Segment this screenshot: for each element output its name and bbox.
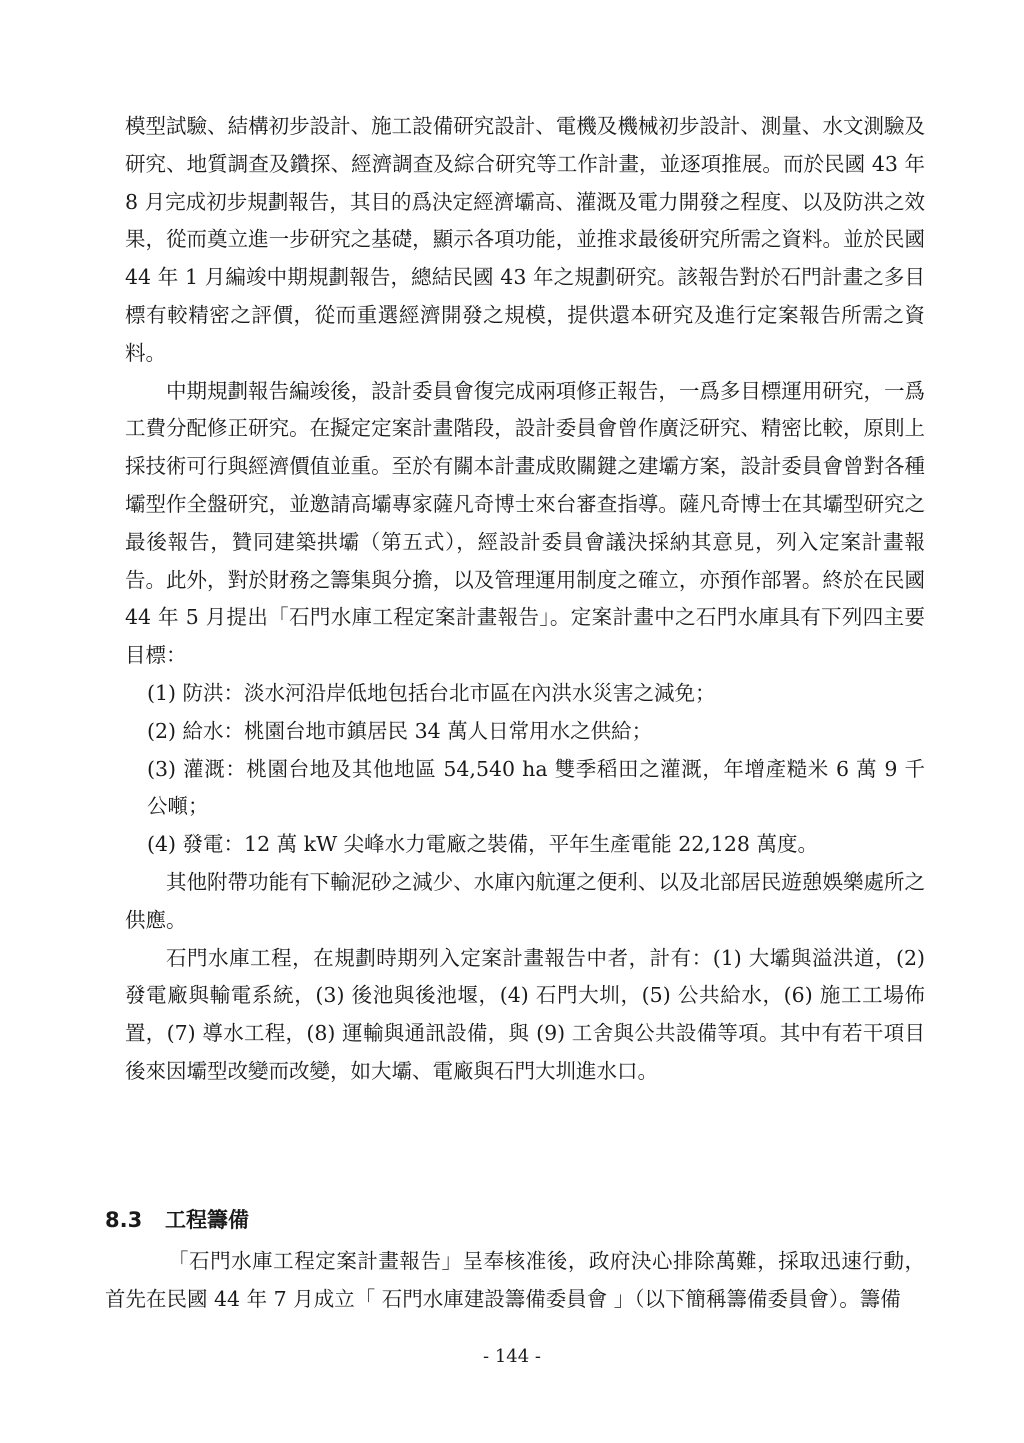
paragraph-planning-reports: 模型試驗、結構初步設計、施工設備研究設計、電機及機械初步設計、測量、水文測驗及研究、地質調查及鑽探、經濟調查及綜合研究等工作計畫，並逐項推展。而於民國 43 年 8 月完成初步規劃報告，其目的爲決定經濟壩高、灌溉及電力開發之程度、以及防洪之效果，從而奠立進一步研究之基礎，顯示各項功能，並推求最後研究所需之資料。並於民國 44 年 1 月編竣中期規劃報告，總結民國 43 年之規劃研究。該報告對於石門計畫之多目標有較精密之評價，從而重選經濟開發之規模，提供還本研究及進行定案報告所需之資料。 — [125, 114, 925, 365]
main-text-block — [125, 108, 925, 1091]
objective-flood-control: (1) 防洪：淡水河沿岸低地包括台北市區在內洪水災害之減免； — [147, 680, 716, 705]
paragraph-project-items: 石門水庫工程，在規劃時期列入定案計畫報告中者，計有：(1) 大壩與溢洪道，(2) 發電廠與輸電系統，(3) 後池與後池堰，(4) 石門大圳，(5) 公共給水，(6) 施工工場佈置，(7) 導水工程，(8) 運輸與通訊設備，與 (9) 工舍與公共設備等項。其中有若干項目後來因壩型改變而改變，如大壩、電廠與石門大圳進水口。 — [125, 945, 925, 1083]
section-title: 工程籌備 — [165, 1208, 249, 1232]
objective-irrigation: (3) 灌溉：桃園台地及其他地區 54,540 ha 雙季稻田之灌溉，年增產糙米 6 萬 9 千公噸； — [147, 756, 925, 819]
page-number: - 144 - — [483, 1346, 541, 1367]
paragraph-preparation: 「石門水庫工程定案計畫報告」呈奉核准後，政府決心排除萬難，採取迅速行動，首先在民國 44 年 7 月成立「 石門水庫建設籌備委員會 」（以下簡稱籌備委員會）。籌備 — [105, 1249, 925, 1311]
section-number: 8.3 — [105, 1208, 143, 1232]
section-text-block — [105, 1243, 925, 1319]
section-heading — [105, 1203, 249, 1237]
objective-water-supply: (2) 給水：桃園台地市鎮居民 34 萬人日常用水之供給； — [147, 718, 653, 743]
paragraph-design-committee: 中期規劃報告編竣後，設計委員會復完成兩項修正報告，一爲多目標運用研究，一爲工費分配修正研究。在擬定定案計畫階段，設計委員會曾作廣泛研究、精密比較，原則上採技術可行與經濟價值並重。至於有關本計畫成敗關鍵之建壩方案，設計委員會曾對各種壩型作全盤研究，並邀請高壩專家薩凡奇博士來台審查指導。薩凡奇博士在其壩型研究之最後報告，贊同建築拱壩（第五式），經設計委員會議決採納其意見，列入定案計畫報告。此外，對於財務之籌集與分擔，以及管理運用制度之確立，亦預作部署。終於在民國 44 年 5 月提出「石門水庫工程定案計畫報告」。定案計畫中之石門水庫具有下列四主要目標： — [125, 378, 925, 668]
paragraph-other-functions: 其他附帶功能有下輸泥砂之減少、水庫內航運之便利、以及北部居民遊憩娛樂處所之供應。 — [125, 869, 925, 932]
objective-power-generation: (4) 發電：12 萬 kW 尖峰水力電廠之裝備，平年生產電能 22,128 萬度。 — [147, 832, 818, 857]
